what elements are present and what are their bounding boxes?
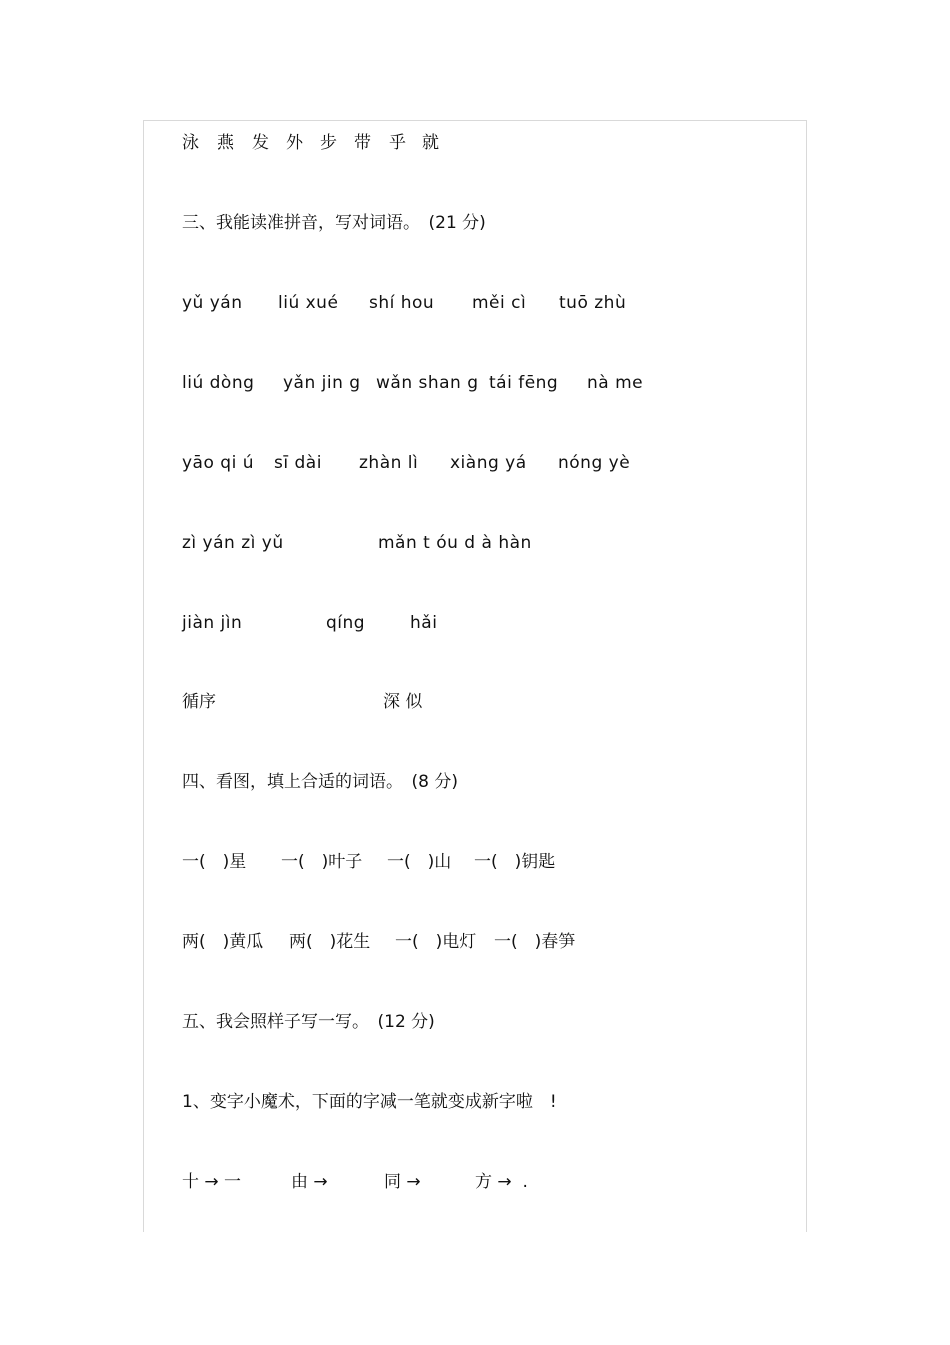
pinyin-item: qíng [326, 613, 366, 633]
pinyin-item: wǎn shan g [376, 373, 479, 393]
fill-item: 一( )钥匙 [474, 852, 556, 872]
section-3-title: 三、我能读准拼音，写对词语。 (21 分) [182, 213, 486, 233]
pinyin-item: jiàn jìn [182, 613, 243, 633]
page-frame [143, 120, 807, 1232]
pinyin-item: xiàng yá [450, 453, 527, 473]
pinyin-row [182, 372, 644, 394]
pinyin-item: tuō zhù [559, 293, 627, 313]
pinyin-item: zhàn lì [359, 453, 419, 473]
pinyin-item: zì yán zì yǔ [182, 533, 284, 553]
char-item: 发 [252, 133, 269, 153]
fill-row [182, 851, 556, 873]
pinyin-item: tái fēng [489, 373, 559, 393]
pinyin-item: yāo qi ú [182, 453, 254, 473]
pinyin-item: mǎn t óu d à hàn [378, 533, 532, 553]
transform-item: 方 → . [475, 1172, 528, 1192]
word-item: 深 似 [383, 692, 423, 712]
transform-row [182, 1171, 528, 1193]
fill-item: 两( )黄瓜 [182, 932, 264, 952]
fill-item: 两( )花生 [289, 932, 371, 952]
char-item: 外 [286, 133, 303, 153]
char-item: 泳 [182, 133, 199, 153]
task-1-text: 1、变字小魔术，下面的字减一笔就变成新字啦 ! [182, 1092, 557, 1112]
fill-item: 一( )星 [182, 852, 247, 872]
fill-row [182, 931, 576, 953]
word-item: 循序 [182, 692, 216, 712]
transform-item: 同 → [384, 1172, 421, 1192]
fill-item: 一( )春笋 [494, 932, 576, 952]
pinyin-item: hǎi [410, 613, 438, 633]
pinyin-item: liú xué [278, 293, 339, 313]
char-item: 乎 [389, 133, 406, 153]
char-item: 带 [354, 133, 371, 153]
pinyin-row [182, 452, 631, 474]
char-item: 步 [320, 133, 337, 153]
fill-item: 一( )叶子 [281, 852, 363, 872]
pinyin-item: yǎn jin g [283, 373, 361, 393]
pinyin-item: nóng yè [558, 453, 631, 473]
pinyin-item: yǔ yán [182, 293, 243, 313]
words-row [182, 691, 423, 713]
pinyin-row [182, 292, 627, 314]
pinyin-row [182, 532, 532, 554]
fill-item: 一( )山 [387, 852, 452, 872]
pinyin-item: sī dài [274, 453, 322, 473]
pinyin-item: nà me [587, 373, 644, 393]
character-list [182, 132, 439, 154]
transform-item: 由 → [291, 1172, 328, 1192]
char-item: 燕 [217, 133, 234, 153]
char-item: 就 [422, 133, 439, 153]
section-5-title: 五、我会照样子写一写。 (12 分) [182, 1012, 435, 1032]
pinyin-row [182, 612, 438, 634]
pinyin-item: shí hou [369, 293, 435, 313]
pinyin-item: měi cì [472, 293, 527, 313]
pinyin-item: liú dòng [182, 373, 255, 393]
section-4-title: 四、看图，填上合适的词语。 (8 分) [182, 772, 458, 792]
fill-item: 一( )电灯 [395, 932, 477, 952]
transform-item: 十 → 一 [182, 1172, 242, 1192]
